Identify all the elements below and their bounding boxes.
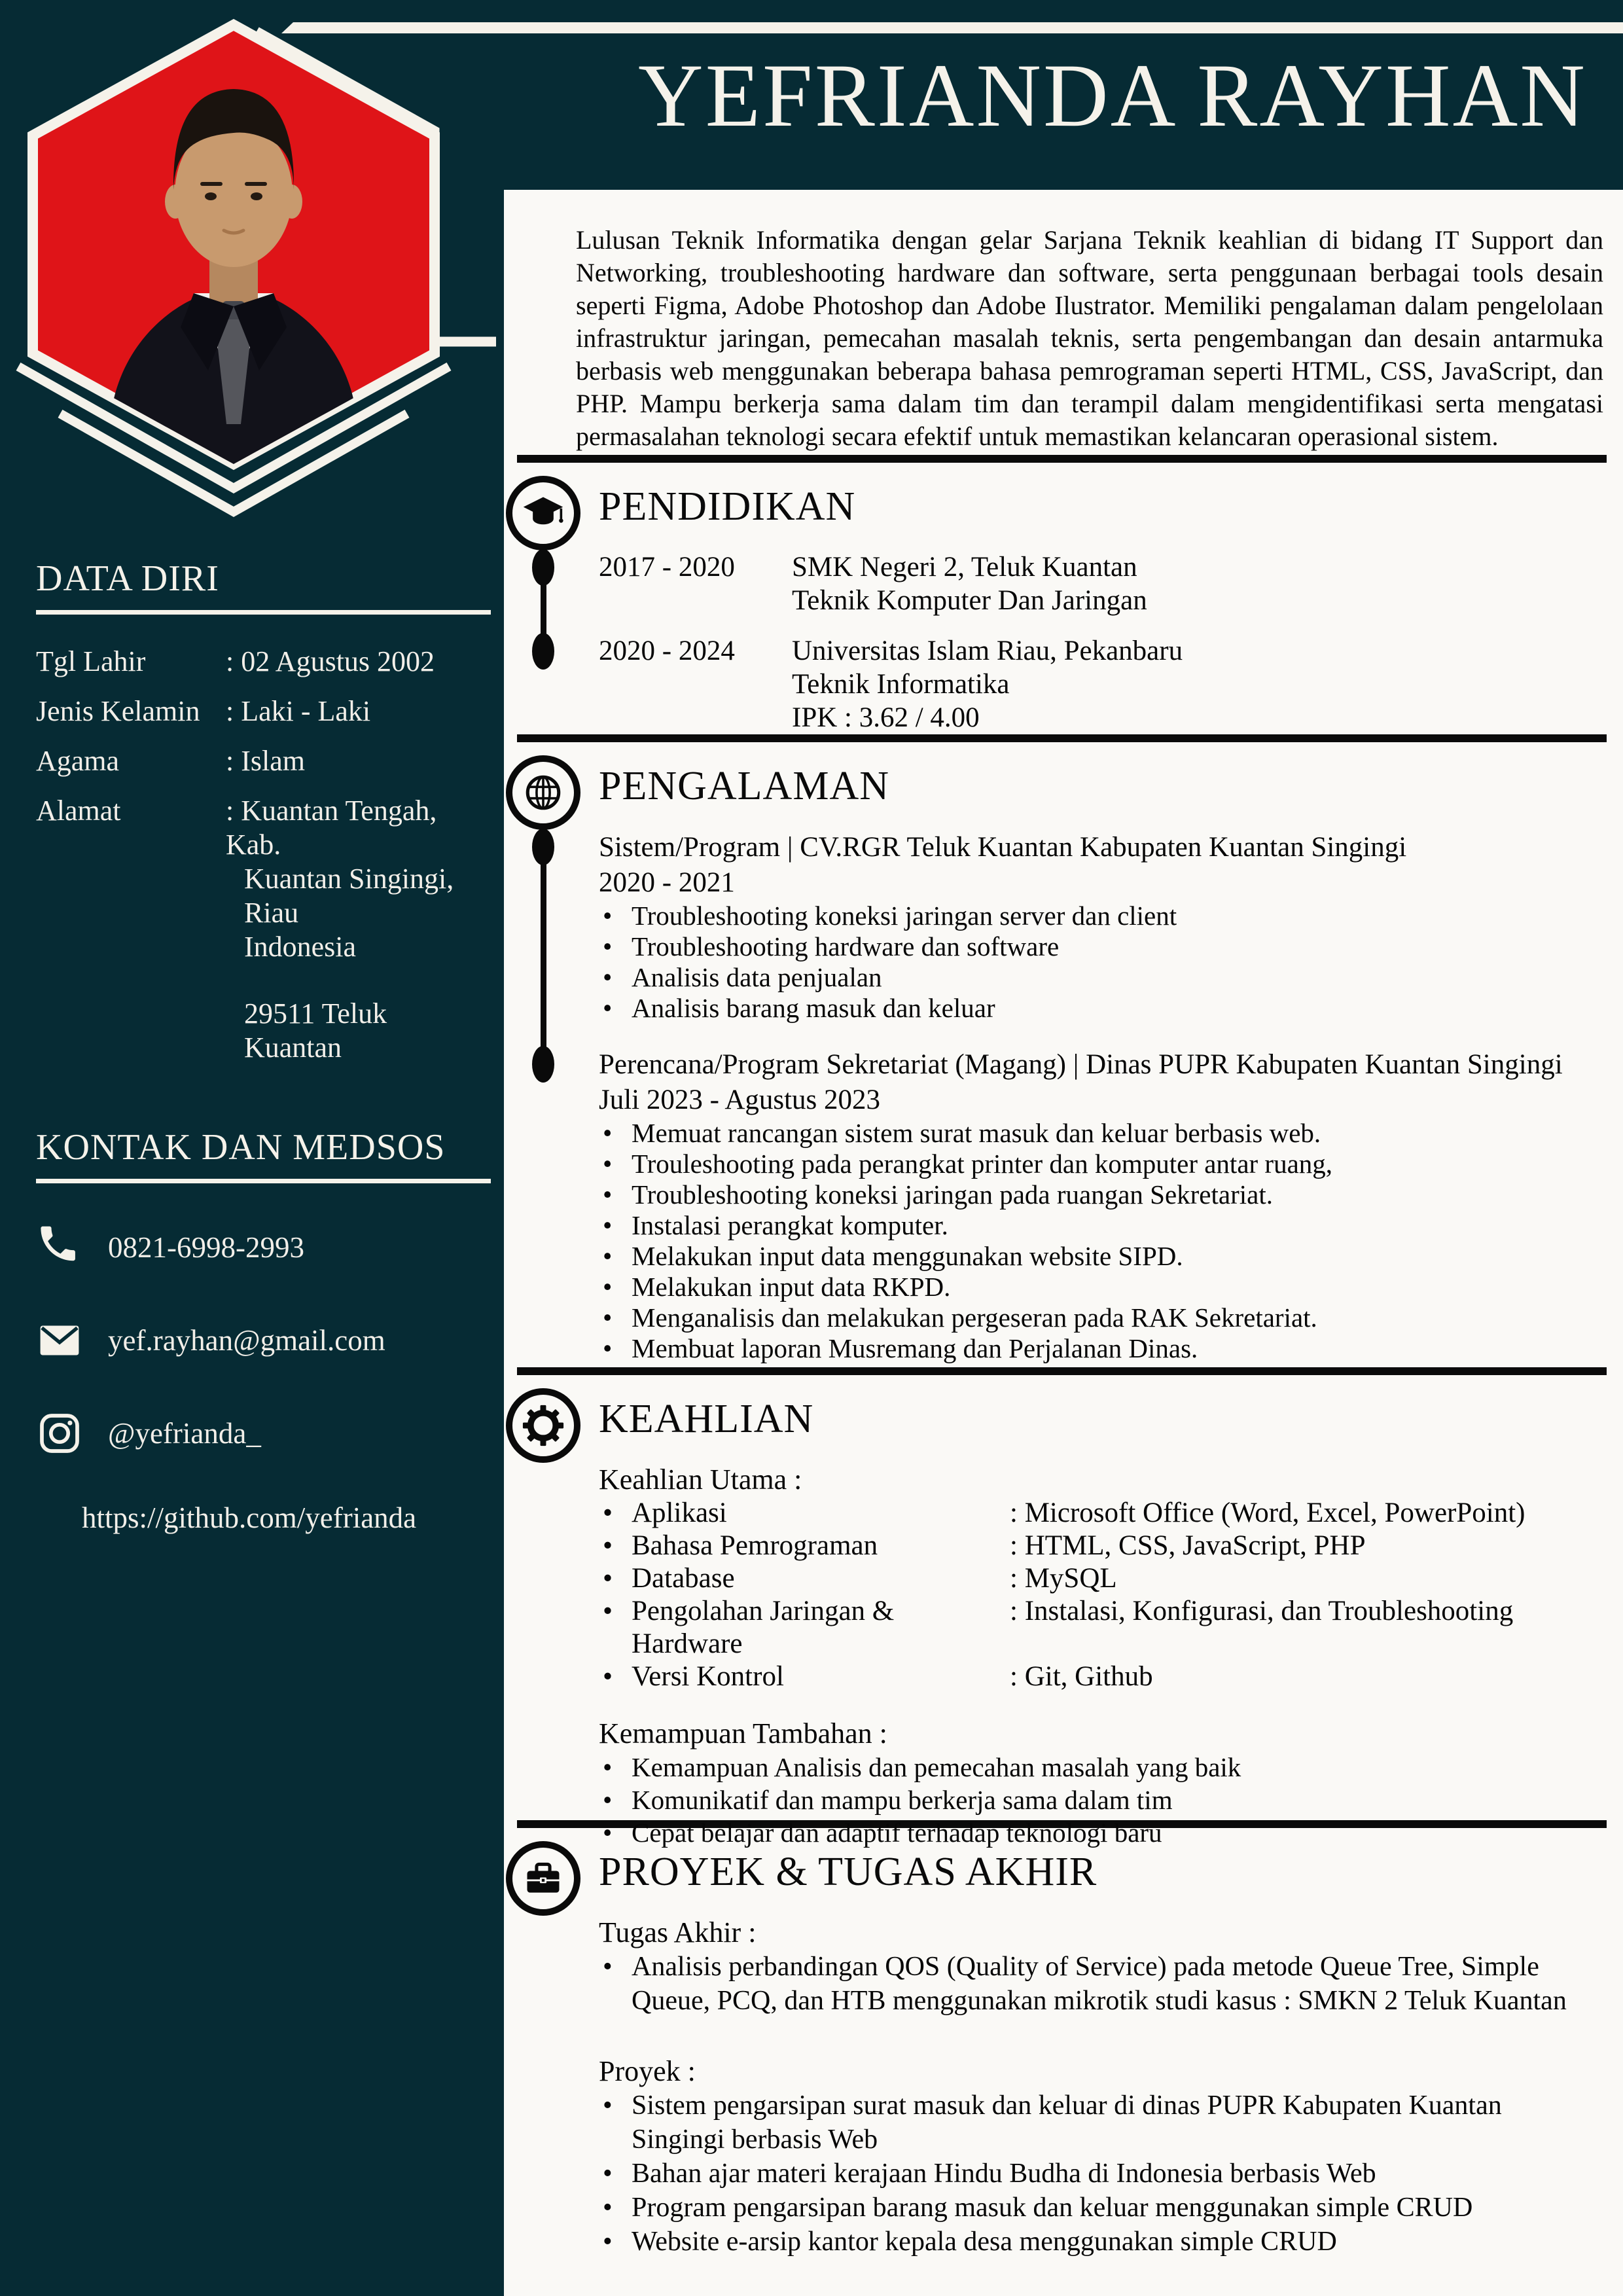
bullet-item: • Membuat laporan Musremang dan Perjalanan Dinas. bbox=[632, 1333, 1198, 1363]
field-postal bbox=[36, 997, 491, 1065]
summary-section bbox=[504, 190, 1623, 455]
timeline-dot bbox=[532, 549, 554, 586]
education-entry bbox=[599, 634, 1600, 734]
skill-value: : MySQL bbox=[1010, 1563, 1117, 1594]
alamat-line: : Kuantan Tengah, Kab. bbox=[226, 795, 437, 861]
skill-value: : HTML, CSS, JavaScript, PHP bbox=[1010, 1530, 1366, 1561]
section-divider bbox=[517, 734, 1607, 742]
bullet-item: • Website e-arsip kantor kepala desa menggunakan simple CRUD bbox=[632, 2227, 1337, 2257]
bullet-item: • Melakukan input data RKPD. bbox=[632, 1272, 951, 1302]
experience-title: Sistem/Program | CV.RGR Teluk Kuantan Kabupaten Kuantan Singingi bbox=[599, 832, 1407, 863]
field-value bbox=[226, 794, 491, 964]
education-school: SMK Negeri 2, Teluk Kuantan bbox=[792, 552, 1137, 583]
experience-bullets bbox=[599, 901, 1600, 1024]
bullet-item: • Program pengarsipan barang masuk dan keluar menggunakan simple CRUD bbox=[632, 2193, 1473, 2223]
field-value: 29511 Teluk Kuantan bbox=[244, 997, 387, 1064]
skill-name: • Bahasa Pemrograman bbox=[632, 1530, 878, 1561]
email-address: yef.rayhan@gmail.com bbox=[108, 1324, 385, 1357]
email-icon bbox=[36, 1309, 83, 1372]
section-pengalaman bbox=[504, 742, 1623, 1367]
field-value: : Laki - Laki bbox=[226, 695, 371, 727]
bullet-item: • Bahan ajar materi kerajaan Hindu Budha di Indonesia berbasis Web bbox=[632, 2159, 1376, 2189]
personal-fields bbox=[36, 645, 491, 1065]
education-major: Teknik Komputer Dan Jaringan bbox=[792, 585, 1147, 616]
field-label bbox=[36, 997, 226, 1065]
bullet-item: • Komunikatif dan mampu berkerja sama dalam tim bbox=[632, 1785, 1173, 1815]
bullet-item: • Kemampuan Analisis dan pemecahan masalah yang baik bbox=[632, 1752, 1241, 1782]
experience-period: 2020 - 2021 bbox=[599, 867, 735, 898]
tugas-akhir-label: Tugas Akhir : bbox=[599, 1916, 757, 1948]
bullet-item: • Sistem pengarsipan surat masuk dan keluar di dinas PUPR Kabupaten Kuantan Singingi berbasis Web bbox=[632, 2090, 1502, 2155]
section-title: PENGALAMAN bbox=[599, 763, 889, 808]
timeline-dot bbox=[532, 633, 554, 670]
contact-email bbox=[36, 1309, 491, 1372]
skill-value: : Git, Github bbox=[1010, 1661, 1153, 1692]
gear-icon bbox=[506, 1388, 580, 1463]
skill-value: : Instalasi, Konfigurasi, dan Troubleshooting bbox=[1010, 1596, 1514, 1626]
profile-photo bbox=[0, 0, 504, 524]
experience-bullets bbox=[599, 1118, 1600, 1364]
instagram-icon bbox=[36, 1402, 83, 1465]
experience-title: Perencana/Program Sekretariat (Magang) | Dinas PUPR Kabupaten Kuantan Singingi bbox=[599, 1049, 1563, 1080]
education-detail bbox=[792, 634, 1183, 734]
skill-name: • Pengolahan Jaringan & Hardware bbox=[632, 1596, 895, 1659]
education-major: Teknik Informatika bbox=[792, 669, 1010, 700]
field-label: Jenis Kelamin bbox=[36, 695, 200, 727]
section-divider bbox=[517, 1367, 1607, 1375]
bullet-item: • Analisis data penjualan bbox=[632, 962, 882, 992]
header-band-decoration bbox=[281, 22, 1623, 33]
main-column bbox=[504, 0, 1623, 2296]
briefcase-icon bbox=[506, 1841, 580, 1916]
kontak-title: KONTAK DAN MEDSOS bbox=[36, 1127, 446, 1168]
data-diri-title: DATA DIRI bbox=[36, 558, 219, 599]
skill-value: : Microsoft Office (Word, Excel, PowerPoint) bbox=[1010, 1498, 1525, 1528]
education-gpa: IPK : 3.62 / 4.00 bbox=[792, 702, 980, 733]
bullet-item: • Troubleshooting koneksi jaringan server dan client bbox=[632, 901, 1177, 931]
kontak-underline bbox=[36, 1179, 491, 1183]
bullet-item: • Analisis barang masuk dan keluar bbox=[632, 993, 995, 1023]
alamat-line: Kuantan Singingi, Riau bbox=[244, 863, 454, 929]
experience-entry bbox=[599, 830, 1600, 1024]
bullet-item: • Instalasi perangkat komputer. bbox=[632, 1210, 948, 1240]
timeline-line bbox=[541, 830, 546, 1066]
proyek-label: Proyek : bbox=[599, 2055, 696, 2087]
bullet-item: • Analisis perbandingan QOS (Quality of Service) pada metode Queue Tree, Simple Queue, PCQ, dan HTB menggunakan mikrotik studi kasus : SMKN 2 Teluk Kuantan bbox=[632, 1952, 1567, 2016]
education-entry bbox=[599, 550, 1600, 617]
github-url: https://github.com/yefrianda bbox=[82, 1501, 417, 1534]
page-title: YEFRIANDA RAYHAN bbox=[638, 45, 1587, 145]
bullet-item: • Trouleshooting pada perangkat printer dan komputer antar ruang, bbox=[632, 1149, 1333, 1179]
timeline-dot bbox=[532, 829, 554, 865]
bullet-item: • Troubleshooting koneksi jaringan pada ruangan Sekretariat. bbox=[632, 1179, 1273, 1210]
field-tgl-lahir bbox=[36, 645, 491, 679]
profile-photo-hexagon bbox=[0, 0, 504, 524]
skill-name: • Versi Kontrol bbox=[632, 1661, 784, 1692]
field-label: Tgl Lahir bbox=[36, 645, 146, 677]
bullet-item: • Troubleshooting hardware dan software bbox=[632, 931, 1060, 961]
globe-icon bbox=[506, 755, 580, 830]
section-pendidikan bbox=[504, 463, 1623, 734]
graduation-cap-icon bbox=[506, 476, 580, 550]
field-jenis-kelamin bbox=[36, 694, 491, 728]
section-divider bbox=[517, 455, 1607, 463]
summary-text: Lulusan Teknik Informatika dengan gelar Sarjana Teknik keahlian di bidang IT Support dan Networking, troubleshooting hardware dan software, serta penggunaan berbagai tools desain seperti Figma, Adobe Photoshop dan Adobe Ilustrator. Memiliki pengalaman dalam pengelolaan infrastruktur jaringan, pemecahan masalah teknis, serta pengembangan dan desain antarmuka berbasis web menggunakan beberapa bahasa pemrograman seperti HTML, CSS, JavaScript, dan PHP. Mampu berkerja sama dalam tim dan terampil dalam mengidentifikasi serta mengatasi permasalahan teknologi secara efektif untuk memastikan kelancaran operasional sistem. bbox=[576, 225, 1603, 451]
experience-period: Juli 2023 - Agustus 2023 bbox=[599, 1085, 881, 1115]
field-alamat bbox=[36, 794, 491, 964]
section-title: PROYEK & TUGAS AKHIR bbox=[599, 1849, 1097, 1894]
section-keahlian bbox=[504, 1375, 1623, 1848]
instagram-handle: @yefrianda_ bbox=[108, 1417, 261, 1450]
bullet-item: • Menganalisis dan melakukan pergeseran pada RAK Sekretariat. bbox=[632, 1302, 1317, 1333]
skills-main-label: Keahlian Utama : bbox=[599, 1463, 802, 1496]
sidebar bbox=[0, 0, 504, 2296]
bullet-item: • Memuat rancangan sistem surat masuk dan keluar berbasis web. bbox=[632, 1118, 1321, 1148]
skills-extra-label: Kemampuan Tambahan : bbox=[599, 1717, 887, 1749]
phone-icon bbox=[36, 1216, 83, 1279]
contact-phone bbox=[36, 1216, 491, 1279]
phone-number: 0821-6998-2993 bbox=[108, 1231, 304, 1264]
section-title: KEAHLIAN bbox=[599, 1396, 814, 1441]
skill-name: • Database bbox=[632, 1563, 735, 1594]
section-proyek bbox=[504, 1828, 1623, 2296]
education-detail bbox=[792, 550, 1147, 617]
contact-github bbox=[36, 1495, 491, 1541]
field-label: Agama bbox=[36, 745, 120, 777]
education-period: 2020 - 2024 bbox=[599, 636, 735, 666]
field-value: : 02 Agustus 2002 bbox=[226, 645, 435, 677]
bullet-item: • Melakukan input data menggunakan website SIPD. bbox=[632, 1241, 1183, 1271]
contact-list bbox=[36, 1216, 491, 1541]
skill-name: • Aplikasi bbox=[632, 1498, 727, 1528]
field-label: Alamat bbox=[36, 795, 121, 827]
contact-instagram bbox=[36, 1402, 491, 1465]
experience-entry bbox=[599, 1047, 1600, 1364]
field-agama bbox=[36, 744, 491, 778]
section-title: PENDIDIKAN bbox=[599, 484, 856, 529]
field-value: : Islam bbox=[226, 745, 305, 777]
education-school: Universitas Islam Riau, Pekanbaru bbox=[792, 636, 1183, 666]
alamat-line: Indonesia bbox=[244, 931, 357, 963]
education-period: 2017 - 2020 bbox=[599, 552, 735, 583]
timeline-dot bbox=[532, 1046, 554, 1083]
bullet-item: • Cepat belajar dan adaptif terhadap teknologi baru bbox=[632, 1818, 1162, 1848]
data-diri-underline bbox=[36, 610, 491, 615]
